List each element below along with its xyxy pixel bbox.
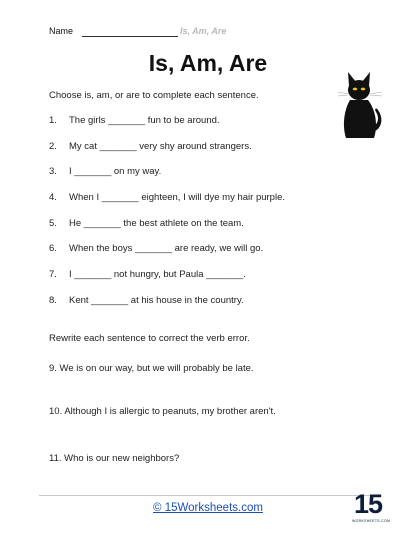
question-item bbox=[49, 141, 252, 152]
15worksheets-logo bbox=[352, 489, 391, 529]
rewrite-item: 10. Although I is allergic to peanuts, my brother aren't. bbox=[49, 406, 276, 417]
rewrite-item: 11. Who is our new neighbors? bbox=[49, 453, 180, 464]
footer-link[interactable]: © 15Worksheets.com bbox=[153, 502, 263, 514]
part1-instruction: Choose is, am, or are to complete each sentence. bbox=[49, 90, 259, 101]
question-item bbox=[49, 115, 220, 126]
question-item bbox=[49, 295, 244, 306]
question-number: 2. bbox=[49, 141, 57, 152]
question-text: He _______ the best athlete on the team. bbox=[69, 218, 244, 229]
page-title: Is, Am, Are bbox=[148, 50, 268, 76]
logo-number: 15 bbox=[353, 489, 383, 519]
question-number: 3. bbox=[49, 166, 57, 177]
question-text: When the boys _______ are ready, we will go. bbox=[69, 243, 264, 254]
question-item bbox=[49, 192, 285, 203]
question-text: Kent _______ at his house in the country. bbox=[69, 295, 244, 306]
question-number: 5. bbox=[49, 218, 57, 229]
name-label: Name bbox=[49, 26, 74, 36]
black-cat-icon bbox=[336, 60, 386, 140]
header-subtitle: Is, Am, Are bbox=[180, 26, 227, 36]
part2-instruction: Rewrite each sentence to correct the verb error. bbox=[49, 333, 250, 344]
rewrite-item: 9. We is on our way, but we will probably be late. bbox=[49, 363, 254, 374]
question-text: When I _______ eighteen, I will dye my hair purple. bbox=[69, 192, 285, 203]
question-item bbox=[49, 269, 246, 280]
question-text: I _______ on my way. bbox=[69, 166, 162, 177]
question-item bbox=[49, 166, 161, 177]
question-number: 6. bbox=[49, 243, 57, 254]
name-input-line bbox=[82, 36, 178, 37]
question-number: 1. bbox=[49, 115, 57, 126]
question-item bbox=[49, 218, 244, 229]
logo-text: WORKSHEETS.COM bbox=[352, 519, 391, 523]
question-number: 8. bbox=[49, 295, 57, 306]
question-text: I _______ not hungry, but Paula _______. bbox=[69, 269, 246, 280]
question-number: 7. bbox=[49, 269, 57, 280]
question-text: My cat _______ very shy around strangers. bbox=[69, 141, 252, 152]
question-number: 4. bbox=[49, 192, 57, 203]
footer-divider bbox=[39, 495, 377, 496]
question-text: The girls _______ fun to be around. bbox=[69, 115, 220, 126]
question-item bbox=[49, 243, 263, 254]
